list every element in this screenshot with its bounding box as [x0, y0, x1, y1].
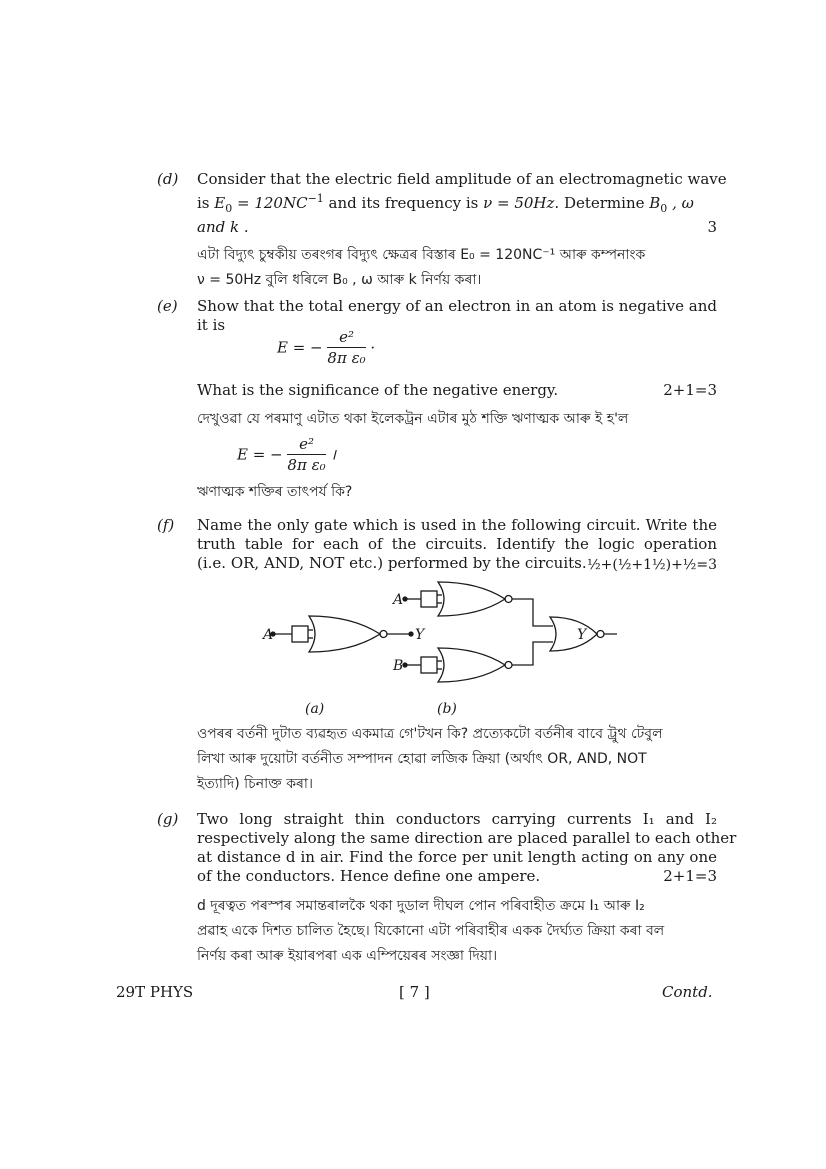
- question-text: Two long straight thin conductors carrying currents I₁ and I₂: [197, 810, 717, 828]
- assamese-energy-equation: E = − $\frac{\text{e²}}{\text{8π ε₀}}$ ।: [237, 435, 337, 474]
- question-text: Consider that the electric field amplitude of an electromagnetic wave: [197, 170, 727, 188]
- question-text: What is the significance of the negative energy.: [197, 381, 559, 399]
- footer-contd: Contd.: [662, 983, 713, 1001]
- question-text: (i.e. OR, AND, NOT etc.) performed by the circuits.: [197, 554, 587, 572]
- question-label: (e): [157, 297, 178, 315]
- marks: ½+(½+1½)+½=3: [587, 557, 717, 573]
- question-text: respectively along the same direction are placed parallel to each other: [197, 829, 737, 847]
- circuit-b-output-label: Y: [577, 627, 587, 643]
- assamese-text: ঋণাত্মক শক্তিৰ তাৎপৰ্য কি?: [197, 484, 353, 500]
- assamese-text: লিখা আৰু দুয়োটা বৰ্তনীত সম্পাদন হোৱা লজিক ক্ৰিয়া (অৰ্থাৎ OR, AND, NOT: [197, 751, 647, 767]
- question-text: at distance d in air. Find the force per unit length acting on any one: [197, 848, 717, 866]
- assamese-text: ν = 50Hz বুলি ধৰিলে B₀ , ω আৰু k নিৰ্ণয় কৰা।: [197, 272, 482, 288]
- assamese-text: ইত্যাদি) চিনাক্ত কৰা।: [197, 776, 313, 792]
- marks: 3: [707, 218, 717, 236]
- assamese-text: এটা বিদ্যুৎ চুম্বকীয় তৰংগৰ বিদ্যুৎ ক্ষেত্ৰৰ বিস্তাৰ E₀ = 120NC⁻¹ আৰু কম্পনাংক: [197, 247, 646, 263]
- assamese-text: প্ৰৱাহ একে দিশত চালিত হৈছে। যিকোনো এটা পৰিবাহীৰ একক দৈৰ্ঘ্যত ক্ৰিয়া কৰা বল: [197, 923, 665, 939]
- question-label: (g): [157, 810, 179, 828]
- question-e: [157, 297, 717, 507]
- question-label: (d): [157, 170, 179, 188]
- question-text: of the conductors. Hence define one ampere.: [197, 867, 541, 885]
- assamese-text: নিৰ্ণয় কৰা আৰু ইয়াৰপৰা এক এম্পিয়েৰৰ সংজ্ঞা দিয়া।: [197, 948, 498, 964]
- question-text-line3: and k .: [197, 218, 249, 236]
- question-text: Show that the total energy of an electron in an atom is negative and: [197, 297, 717, 315]
- assamese-text: দেখুওৱা যে পৰমাণু এটাত থকা ইলেকট্ৰন এটাৰ মুঠ শক্তি ঋণাত্মক আৰু ই হ'ল: [197, 411, 629, 427]
- question-text: it is: [197, 316, 226, 334]
- caption-a: (a): [305, 701, 325, 717]
- footer-code: 29T PHYS: [116, 983, 194, 1001]
- question-text-line2: is $E_0 = 120NC^{-1}$ and its frequency is ν = 50Hz. Determine $B_0$ , ω: [197, 192, 694, 215]
- marks: 2+1=3: [663, 381, 717, 399]
- question-label: (f): [157, 516, 175, 534]
- question-g: [157, 810, 737, 970]
- caption-b: (b): [437, 701, 457, 717]
- assamese-text: ওপৰৰ বৰ্তনী দুটাত ব্যৱহৃত একমাত্ৰ গে'টখন কি? প্ৰত্যেকটো বৰ্তনীৰ বাবে ট্ৰুথ টেবুল: [197, 726, 663, 742]
- question-text: truth table for each of the circuits. Identify the logic operation: [197, 535, 717, 553]
- question-f: [157, 516, 717, 806]
- circuit-a-output-label: Y: [415, 627, 425, 643]
- circuit-b-input-b-label: B: [393, 658, 404, 674]
- assamese-text: d দূৰত্বত পৰস্পৰ সমান্তৰালকৈ থকা দুডাল দীঘল পোন পৰিবাহীত ক্ৰমে I₁ আৰু I₂: [197, 898, 645, 914]
- circuit-a-input-label: A: [263, 627, 274, 643]
- question-text: Name the only gate which is used in the following circuit. Write the: [197, 516, 717, 534]
- energy-equation: E = − $\frac{\text{e²}}{\text{8π ε₀}}$ ·: [277, 328, 376, 367]
- circuit-b-input-a-label: A: [393, 592, 404, 608]
- circuit-b-output-wire: [257, 580, 617, 720]
- marks: 2+1=3: [663, 867, 717, 885]
- question-d: [157, 170, 727, 288]
- footer-page-number: [ 7 ]: [399, 983, 430, 1001]
